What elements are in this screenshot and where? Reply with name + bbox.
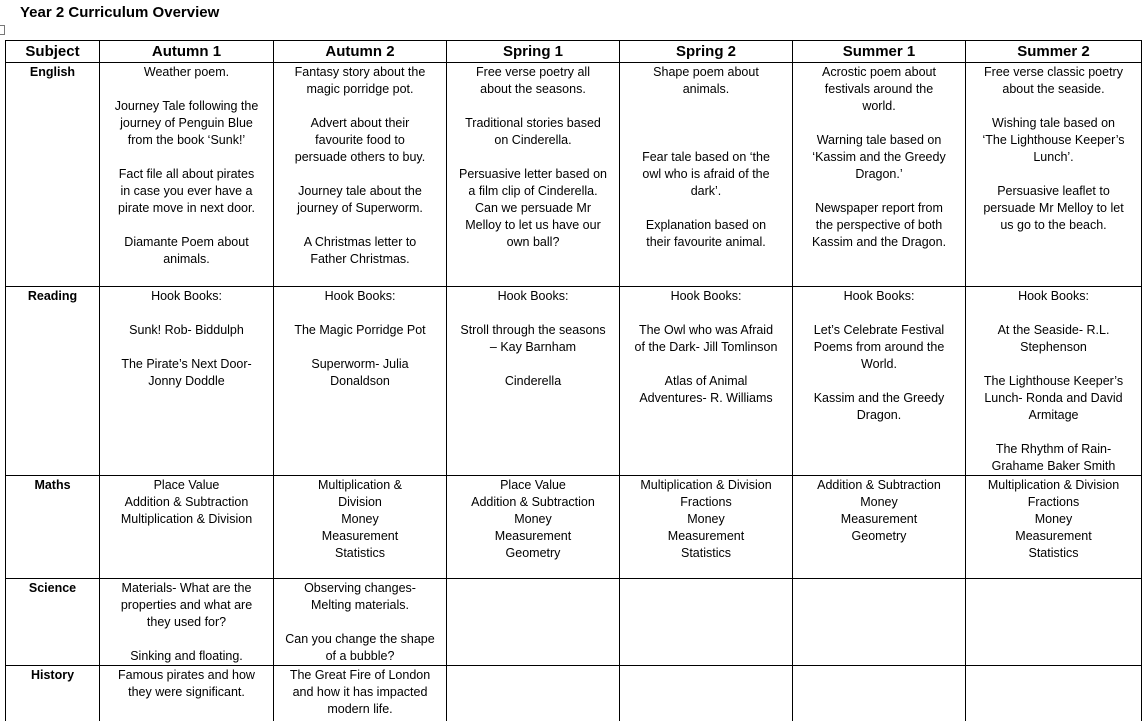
- header-autumn-1: Autumn 1: [100, 41, 274, 63]
- cell-text-block: Fantasy story about the magic porridge pot.: [294, 65, 426, 96]
- cell-text-block: Traditional stories based on Cinderella.: [465, 116, 601, 147]
- cell-maths-summer-1[interactable]: [793, 476, 966, 579]
- cell-text-block: The Great Fire of London and how it has impacted modern life.: [289, 668, 431, 716]
- cell-reading-summer-2[interactable]: [966, 287, 1142, 476]
- header-summer-2: Summer 2: [966, 41, 1142, 63]
- cell-text-block: The Owl who was Afraid of the Dark- Jill Tomlinson: [634, 323, 778, 354]
- cell-history-autumn-2[interactable]: [274, 666, 447, 721]
- cell-text-block: Acrostic poem about festivals around the world.: [822, 65, 936, 113]
- cell-reading-autumn-1[interactable]: [100, 287, 274, 476]
- cell-text-block: Kassim and the Greedy Dragon.: [813, 391, 945, 422]
- table-row-science: [6, 579, 1142, 666]
- cell-reading-summer-1[interactable]: [793, 287, 966, 476]
- header-summer-1: Summer 1: [793, 41, 966, 63]
- cell-english-summer-2[interactable]: [966, 63, 1142, 287]
- cell-science-spring-2[interactable]: [620, 579, 793, 666]
- header-autumn-2: Autumn 2: [274, 41, 447, 63]
- cell-text-block: Hook Books:: [670, 289, 742, 303]
- cell-text-block: Place Value Addition & Subtraction Multiplication & Division: [120, 478, 253, 526]
- cell-text-block: Shape poem about animals.: [653, 65, 759, 96]
- cell-history-summer-1[interactable]: [793, 666, 966, 721]
- cell-text-block: Warning tale based on ‘Kassim and the Greedy Dragon.’: [812, 133, 946, 181]
- cell-text-block: Superworm- Julia Donaldson: [311, 357, 409, 388]
- curriculum-table: [5, 40, 1142, 721]
- cell-text-block: Can you change the shape of a bubble?: [285, 632, 435, 663]
- header-row: [6, 41, 1142, 63]
- cell-english-autumn-1[interactable]: [100, 63, 274, 287]
- cell-text-block: Cinderella: [504, 374, 562, 388]
- cell-text-block: Free verse classic poetry about the seaside.: [984, 65, 1123, 96]
- cell-text-block: Journey tale about the journey of Superworm.: [297, 184, 423, 215]
- cell-text-block: Sunk! Rob- Biddulph: [129, 323, 244, 337]
- page-title: Year 2 Curriculum Overview: [20, 4, 220, 21]
- cell-text-block: Explanation based on their favourite animal.: [645, 218, 767, 249]
- cell-text-block: Newspaper report from the perspective of both Kassim and the Dragon.: [811, 201, 947, 249]
- cell-history-spring-1[interactable]: [447, 666, 620, 721]
- cell-text-block: A Christmas letter to Father Christmas.: [303, 235, 417, 266]
- table-row-maths: [6, 476, 1142, 579]
- cell-text-block: Observing changes- Melting materials.: [304, 581, 416, 612]
- cell-maths-spring-1[interactable]: [447, 476, 620, 579]
- subject-cell-science: Science: [6, 579, 100, 666]
- cell-text-block: Sinking and floating.: [130, 649, 243, 663]
- cell-text-block: Materials- What are the properties and what are they used for?: [120, 581, 253, 629]
- cell-science-spring-1[interactable]: [447, 579, 620, 666]
- cell-text-block: Fact file all about pirates in case you ever have a pirate move in next door.: [118, 167, 255, 215]
- cell-maths-autumn-1[interactable]: [100, 476, 274, 579]
- cell-english-autumn-2[interactable]: [274, 63, 447, 287]
- cell-text-block: Hook Books:: [497, 289, 569, 303]
- cell-text-block: Advert about their favourite food to persuade others to buy.: [294, 116, 426, 164]
- cell-text-block: Stroll through the seasons – Kay Barnham: [460, 323, 606, 354]
- cell-text-block: Multiplication & Division Fractions Money Measurement Statistics: [640, 478, 772, 560]
- cell-text-block: Weather poem.: [143, 65, 230, 79]
- cell-maths-autumn-2[interactable]: [274, 476, 447, 579]
- cell-maths-summer-2[interactable]: [966, 476, 1142, 579]
- cell-text-block: Fear tale based on ‘the owl who is afraid of the dark’.: [642, 150, 770, 198]
- cell-text-block: The Rhythm of Rain- Grahame Baker Smith: [991, 442, 1116, 473]
- header-spring-1: Spring 1: [447, 41, 620, 63]
- subject-cell-english: English: [6, 63, 100, 287]
- cell-text-block: Free verse poetry all about the seasons.: [476, 65, 590, 96]
- subject-cell-reading: Reading: [6, 287, 100, 476]
- cell-history-summer-2[interactable]: [966, 666, 1142, 721]
- cell-text-block: At the Seaside- R.L. Stephenson: [997, 323, 1110, 354]
- cell-science-summer-2[interactable]: [966, 579, 1142, 666]
- cell-science-autumn-1[interactable]: [100, 579, 274, 666]
- cell-text-block: Famous pirates and how they were significant.: [118, 668, 255, 699]
- cell-text-block: Multiplication & Division Money Measurement Statistics: [317, 478, 403, 560]
- cell-text-block: Hook Books:: [843, 289, 915, 303]
- cell-english-spring-2[interactable]: [620, 63, 793, 287]
- table-row-reading: [6, 287, 1142, 476]
- cell-text-block: Diamante Poem about animals.: [124, 235, 249, 266]
- cell-english-spring-1[interactable]: [447, 63, 620, 287]
- cell-text-block: The Pirate’s Next Door- Jonny Doddle: [121, 357, 252, 388]
- subject-cell-history: History: [6, 666, 100, 721]
- cell-text-block: Let’s Celebrate Festival Poems from around the World.: [813, 323, 945, 371]
- table-move-handle[interactable]: [0, 25, 5, 35]
- cell-science-autumn-2[interactable]: [274, 579, 447, 666]
- cell-reading-spring-2[interactable]: [620, 287, 793, 476]
- cell-history-spring-2[interactable]: [620, 666, 793, 721]
- cell-reading-spring-1[interactable]: [447, 287, 620, 476]
- cell-history-autumn-1[interactable]: [100, 666, 274, 721]
- cell-text-block: Journey Tale following the journey of Penguin Blue from the book ‘Sunk!’: [114, 99, 259, 147]
- header-spring-2: Spring 2: [620, 41, 793, 63]
- cell-english-summer-1[interactable]: [793, 63, 966, 287]
- cell-text-block: Hook Books:: [1018, 289, 1089, 303]
- cell-text-block: Hook Books:: [324, 289, 396, 303]
- cell-text-block: Atlas of Animal Adventures- R. Williams: [639, 374, 773, 405]
- cell-science-summer-1[interactable]: [793, 579, 966, 666]
- cell-text-block: Persuasive letter based on a film clip of Cinderella. Can we persuade Mr Melloy to let us have our own ball?: [458, 167, 607, 249]
- cell-text-block: Persuasive leaflet to persuade Mr Melloy to let us go to the beach.: [983, 184, 1124, 232]
- cell-text-block: Multiplication & Division Fractions Money Measurement Statistics: [987, 478, 1120, 560]
- cell-text-block: Place Value Addition & Subtraction Money Measurement Geometry: [471, 478, 595, 560]
- cell-maths-spring-2[interactable]: [620, 476, 793, 579]
- cell-reading-autumn-2[interactable]: [274, 287, 447, 476]
- cell-text-block: Hook Books:: [151, 289, 222, 303]
- table-row-history: [6, 666, 1142, 721]
- cell-text-block: The Lighthouse Keeper’s Lunch- Ronda and David Armitage: [983, 374, 1124, 422]
- header-subject: Subject: [6, 41, 100, 63]
- cell-text-block: Wishing tale based on ‘The Lighthouse Keeper’s Lunch’.: [982, 116, 1125, 164]
- table-row-english: [6, 63, 1142, 287]
- cell-text-block: The Magic Porridge Pot: [294, 323, 426, 337]
- cell-text-block: Addition & Subtraction Money Measurement Geometry: [817, 478, 941, 543]
- subject-cell-maths: Maths: [6, 476, 100, 579]
